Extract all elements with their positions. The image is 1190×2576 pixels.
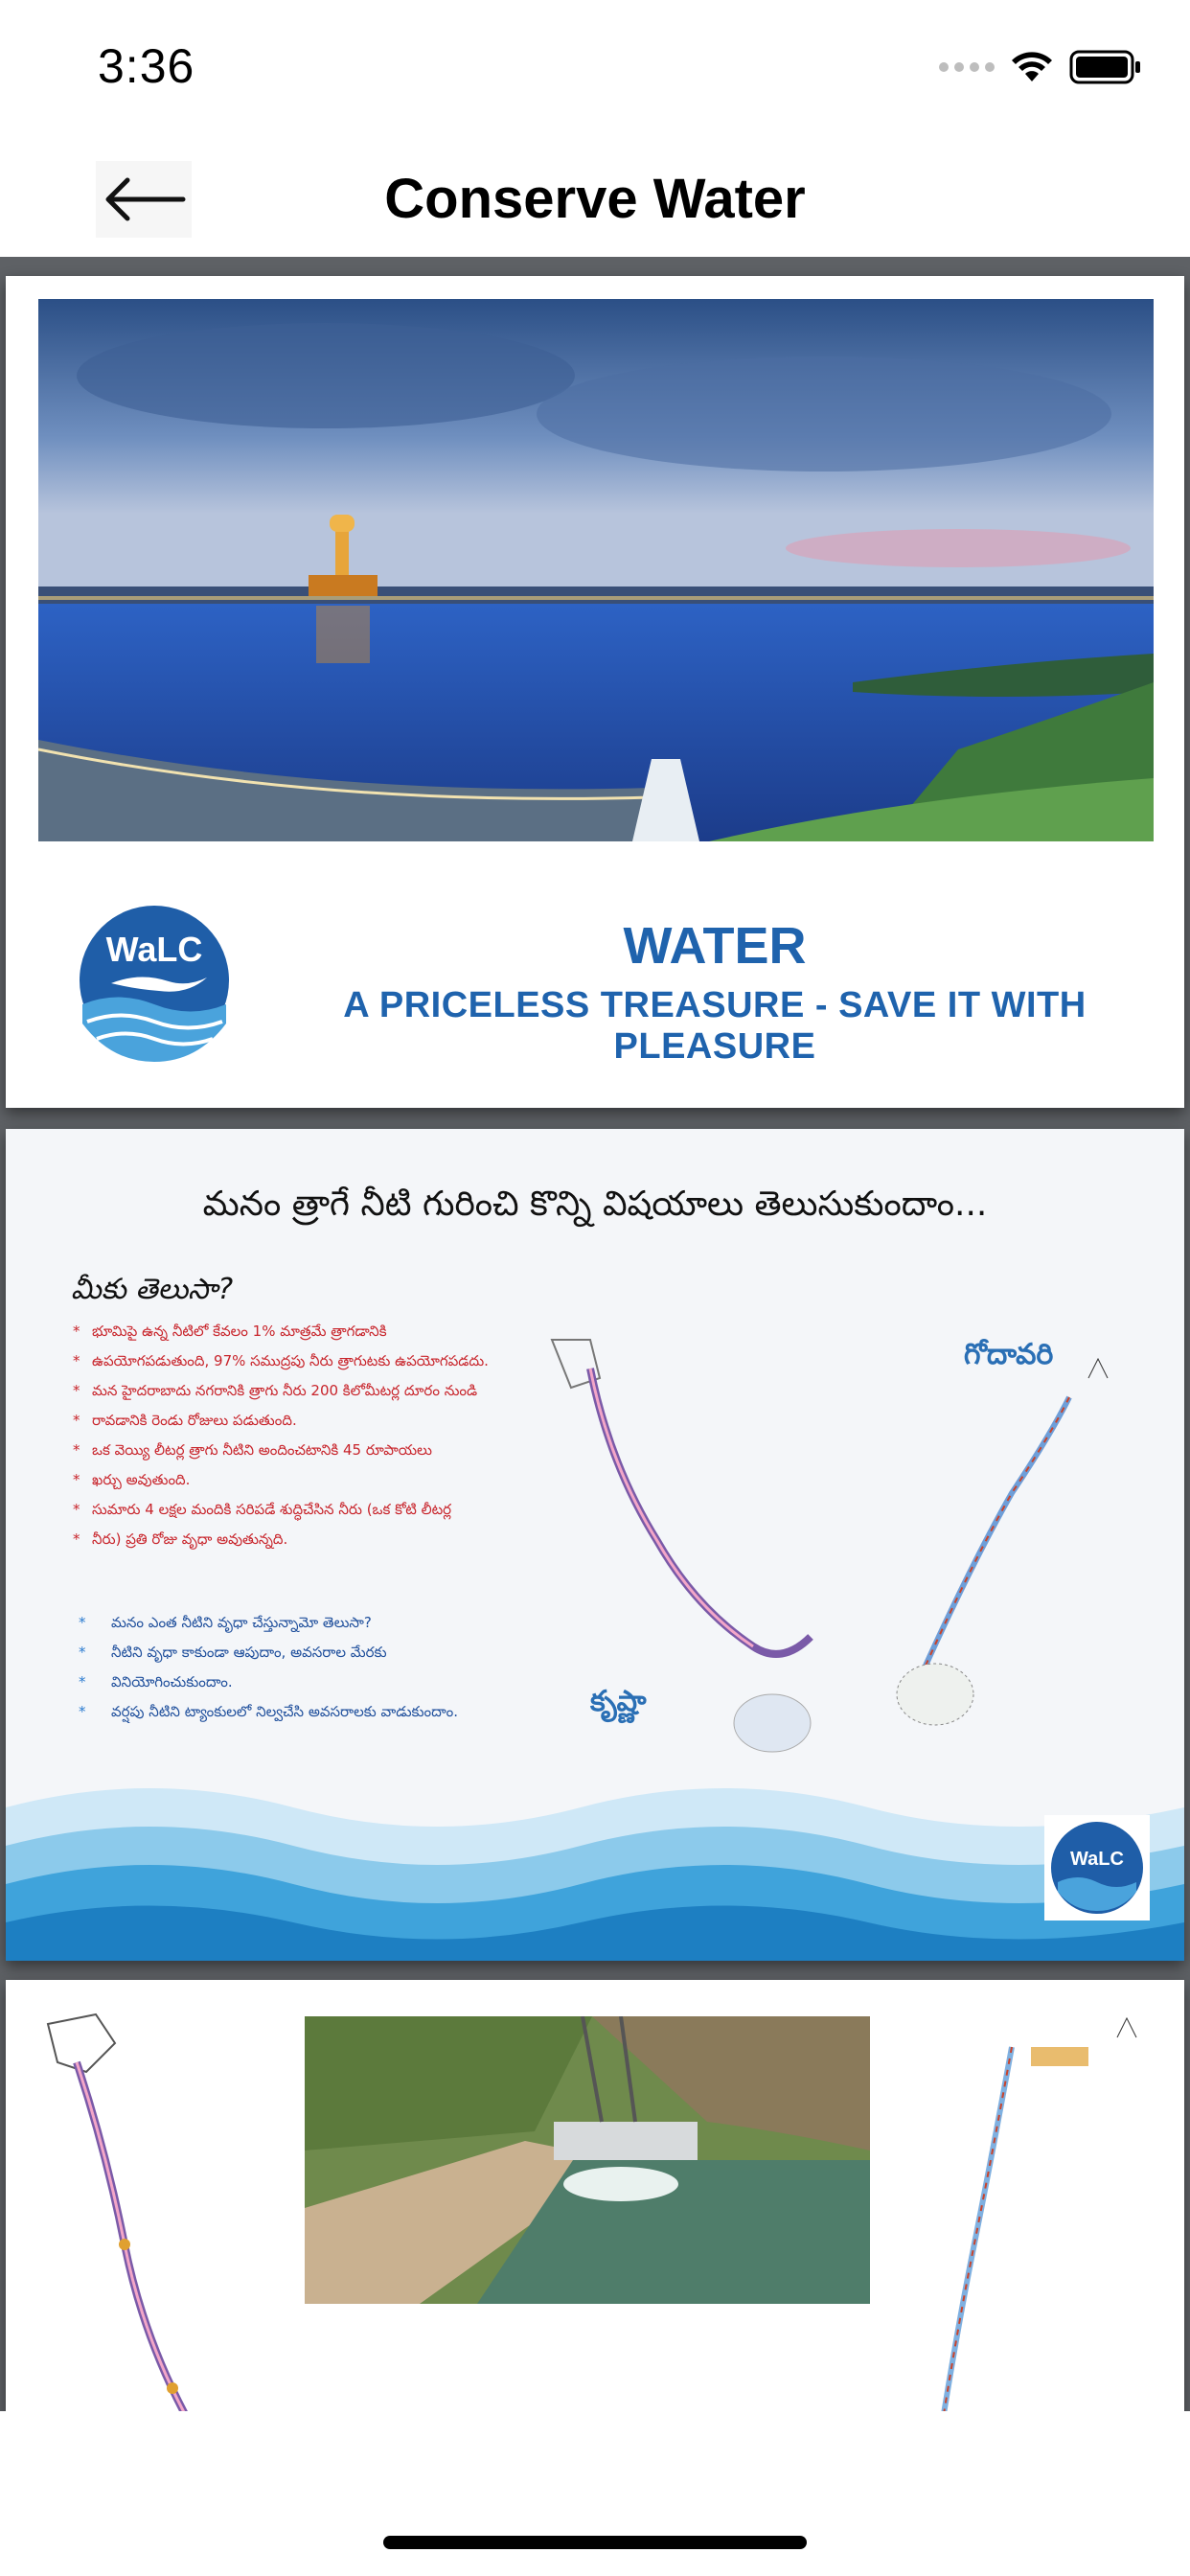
tip-line: * వినియోగించుకుందాం.: [71, 1668, 569, 1697]
banner-card[interactable]: [6, 276, 1184, 1108]
fact-line: * ఖర్చు అవుతుంది.: [71, 1465, 521, 1495]
krishna-label: కృష్ణా: [590, 1685, 647, 1718]
facts-heading: మనం త్రాగే నీటి గురించి కొన్ని విషయాలు తెలుసుకుందాం...: [202, 1184, 988, 1224]
walc-mini-logo: [1044, 1815, 1150, 1920]
lake-night-photo: [38, 299, 1154, 841]
fact-line: * నీరు) ప్రతి రోజు వృధా అవుతున్నది.: [71, 1525, 521, 1554]
back-arrow-icon: [101, 175, 187, 223]
tip-line: * నీటిని వృధా కాకుండా ఆపుదాం, అవసరాల మేరకు: [71, 1638, 569, 1668]
tip-line: * వర్షపు నీటిని ట్యాంకులలో నిల్వచేసి అవసరాలకు వాడుకుందాం.: [71, 1697, 569, 1727]
fact-line: * ఒక వెయ్యి లీటర్ల త్రాగు నీటిని అందించటానికి 45 రూపాయలు: [71, 1436, 521, 1465]
godavari-label: గోదావరి: [964, 1338, 1054, 1371]
content-scroll[interactable]: [0, 257, 1190, 2411]
status-icons: [939, 50, 1142, 84]
status-bar: [0, 0, 1190, 134]
fact-line: * సుమారు 4 లక్షల మందికి సరిపడే శుద్ధిచేసిన నీరు (ఒక కోటి లీటర్ల: [71, 1495, 521, 1525]
godavari-pipeline-map: [897, 2009, 1156, 2411]
walc-mini-logo-text: WaLC: [1070, 1849, 1124, 1870]
fact-line: * రావడానికి రెండు రోజులు పడుతుంది.: [71, 1406, 521, 1436]
waves-decoration: [6, 1769, 1184, 1961]
fact-line: * భూమిపై ఉన్న నీటిలో కేవలం 1% మాత్రమే త్రాగడానికి: [71, 1317, 521, 1346]
fact-line: * ఉపయోగపడుతుంది, 97% సముద్రపు నీరు త్రాగుటకు ఉపయోగపడదు.: [71, 1346, 521, 1376]
walc-logo: [54, 880, 255, 1081]
banner-subtitle: A PRICELESS TREASURE - SAVE IT WITH PLEASURE: [343, 985, 1087, 1067]
walc-logo-text: WaLC: [105, 930, 203, 969]
facts-card[interactable]: [6, 1129, 1184, 1961]
home-indicator[interactable]: [383, 2536, 807, 2549]
tips-list: [71, 1608, 569, 1727]
status-time: 3:36: [98, 39, 195, 93]
back-button[interactable]: [96, 161, 192, 238]
page-title: Conserve Water: [384, 168, 806, 230]
signal-dots-icon: [939, 62, 995, 72]
tip-line: * మనం ఎంత నీటిని వృధా చేస్తున్నామో తెలుసా?: [71, 1608, 569, 1638]
nav-bar: [0, 134, 1190, 257]
project-map-card[interactable]: [6, 1980, 1184, 2411]
battery-icon: [1069, 50, 1142, 84]
dam-aerial-photo: [305, 2016, 870, 2304]
wifi-icon: [1010, 51, 1054, 83]
did-you-know-label: మీకు తెలుసా?: [71, 1273, 234, 1306]
krishna-pipeline-map: [38, 2005, 297, 2411]
banner-title: WATER: [623, 917, 807, 975]
fact-line: * మన హైదరాబాదు నగరానికి త్రాగు నీరు 200 కిలోమీటర్ల దూరం నుండి: [71, 1376, 521, 1406]
facts-list: [71, 1317, 521, 1554]
